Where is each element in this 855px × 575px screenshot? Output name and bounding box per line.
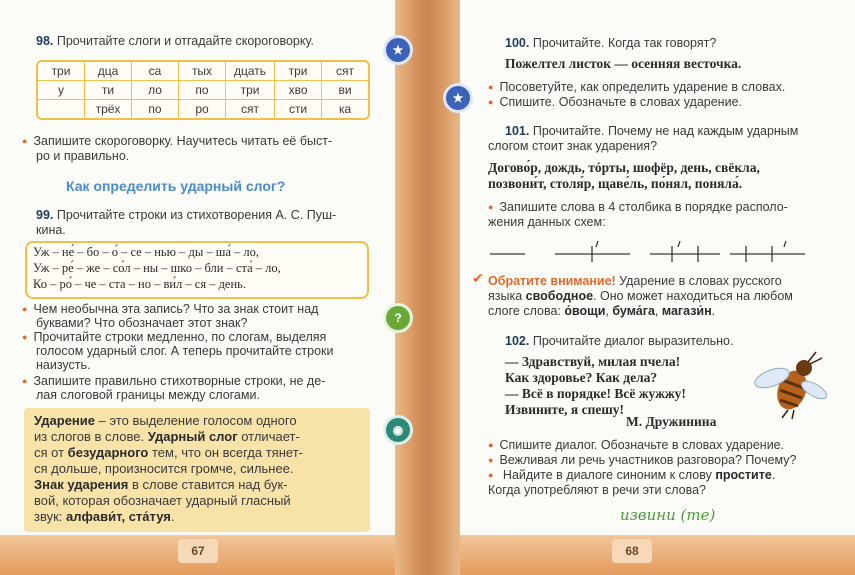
exercise-number: 100. bbox=[505, 36, 530, 50]
table-cell: три bbox=[226, 81, 275, 100]
task-98-line2: ро и правильно. bbox=[36, 149, 130, 163]
exercise-number: 99. bbox=[36, 208, 54, 222]
table-cell bbox=[38, 100, 85, 118]
handwritten-answer: извини (те) bbox=[620, 506, 716, 524]
attention-line2: языка свободное. Оно может находиться на любом bbox=[488, 289, 793, 303]
check-mark-icon: ✔ bbox=[472, 270, 484, 286]
stress-schemes bbox=[480, 238, 810, 266]
page-number-right: 68 bbox=[612, 539, 652, 563]
right-footer-band bbox=[460, 535, 855, 575]
dialog-line: Извините, я спешу! bbox=[505, 402, 625, 417]
task-98-line1: ● Запишите скороговорку. Научитесь читать её быст- bbox=[22, 134, 332, 150]
author: М. Дружинина bbox=[626, 414, 717, 429]
exercise-number: 98. bbox=[36, 34, 54, 48]
rule-line: ся от безударного тем, что он всегда тянет- bbox=[34, 445, 303, 460]
table-cell: ка bbox=[338, 102, 352, 116]
task-101-line1: ● Запишите слова в 4 столбика в порядке располо- bbox=[488, 200, 788, 216]
task-102-4: Когда употребляют в речи эти слова? bbox=[488, 483, 706, 497]
book-spine bbox=[395, 0, 460, 575]
exercise-instruction: Прочитайте. Когда так говорят? bbox=[532, 36, 717, 50]
table-cell: трёх bbox=[85, 100, 132, 118]
exercise-number: 101. bbox=[505, 124, 530, 138]
rule-line: вой, которая обозначает ударный гласный bbox=[34, 493, 291, 508]
exercise-98 bbox=[36, 34, 314, 49]
syllable-table bbox=[36, 60, 370, 120]
rule-line: звук: алфави́т, ста́туя. bbox=[34, 509, 175, 524]
question-2-line2: голосом ударный слог. А теперь прочитайте строки bbox=[36, 344, 334, 358]
table-cell: сти bbox=[275, 100, 322, 118]
dialog-line: — Всё в порядке! Всё жужжу! bbox=[505, 386, 686, 401]
star-badge-icon: ★ bbox=[386, 38, 410, 62]
exercise-instruction: Прочитайте строки из стихотворения А. С. Пуш- bbox=[56, 208, 337, 222]
task-100-1: ● Посоветуйте, как определить ударение в словах. bbox=[488, 80, 785, 96]
table-cell: тых bbox=[179, 62, 226, 81]
table-cell: по bbox=[179, 81, 226, 100]
exercise-number: 102. bbox=[505, 334, 530, 348]
table-cell: дца bbox=[85, 62, 132, 81]
table-cell: ти bbox=[85, 81, 132, 100]
star-badge-icon: ★ bbox=[446, 86, 470, 110]
exercise-102 bbox=[505, 334, 733, 349]
exercise-99-line2: кина. bbox=[36, 223, 66, 237]
exercise-99 bbox=[36, 208, 336, 223]
rule-line: Ударение – это выделение голосом одного bbox=[34, 413, 297, 428]
table-cell: са bbox=[132, 62, 179, 81]
attention-line1: Обратите внимание! Ударение в словах русского bbox=[488, 274, 782, 288]
poem-line: Уж – не́ – бо – о́ – се – нью – ды – ша́ – ло, bbox=[33, 245, 260, 259]
attention-line3: слоге слова: о́вощи, бума́га, магази́н. bbox=[488, 304, 716, 318]
dialog-line: Как здоровье? Как дела? bbox=[505, 370, 658, 385]
exercise-100 bbox=[505, 36, 716, 51]
table-cell: ло bbox=[132, 81, 179, 100]
task-102-1: ● Спишите диалог. Обозначьте в словах ударение. bbox=[488, 438, 784, 454]
question-1-line1: ● Чем необычна эта запись? Что за знак стоит над bbox=[22, 302, 318, 318]
page-number-left: 67 bbox=[178, 539, 218, 563]
exercise-101-line2: слогом стоит знак ударения? bbox=[488, 139, 658, 153]
words-line: Догово́р, дождь, тóрты, шофёр, день, свёкла, bbox=[488, 160, 760, 175]
question-2-line3: наизусть. bbox=[36, 358, 91, 372]
table-cell: три bbox=[275, 62, 322, 81]
rule-line: Знак ударения в слове ставится над бук- bbox=[34, 477, 288, 492]
task-100-2: ● Спишите. Обозначьте в словах ударение. bbox=[488, 95, 742, 111]
section-heading: Как определить ударный слог? bbox=[66, 178, 286, 194]
dialog-line: — Здравствуй, милая пчела! bbox=[505, 354, 681, 369]
table-row bbox=[38, 81, 368, 100]
rule-line: ся дольше, произносится громче, сильнее. bbox=[34, 461, 294, 476]
table-cell: дцать bbox=[226, 62, 275, 81]
task-102-3: ● Найдите в диалоге синоним к слову простите. bbox=[488, 468, 775, 484]
proverb: Пожелтел листок — осенняя весточка. bbox=[505, 56, 742, 71]
question-icon: ? bbox=[386, 306, 410, 330]
exercise-instruction: Прочитайте диалог выразительно. bbox=[532, 334, 734, 348]
table-row bbox=[38, 62, 368, 81]
table-row bbox=[38, 100, 368, 118]
table-cell: по bbox=[132, 100, 179, 118]
task-102-2: ● Вежливая ли речь участников разговора? Почему? bbox=[488, 453, 796, 469]
table-cell: сят bbox=[322, 62, 368, 81]
table-cell: сят bbox=[226, 100, 275, 118]
exercise-101 bbox=[505, 124, 798, 139]
poem-line: Уж – ре́ – же – со́л – ны – шко – бли – ста́ – ло, bbox=[33, 261, 281, 275]
exercise-instruction: Прочитайте слоги и отгадайте скороговорку. bbox=[56, 34, 314, 48]
question-2-line1: ● Прочитайте строки медленно, по слогам, выделяя bbox=[22, 330, 326, 346]
table-cell: у bbox=[38, 81, 85, 100]
rule-line: из слогов в слове. Ударный слог отличает- bbox=[34, 429, 300, 444]
question-1-line2: буквами? Что обозначает этот знак? bbox=[36, 316, 248, 330]
table-cell: хво bbox=[275, 81, 322, 100]
exercise-instruction: Прочитайте. Почему не над каждым ударным bbox=[532, 124, 799, 138]
table-cell: три bbox=[38, 62, 85, 81]
task-101-line2: жения данных схем: bbox=[488, 215, 606, 229]
bee-icon bbox=[752, 350, 830, 420]
table-cell: ро bbox=[179, 100, 226, 118]
question-3-line2: лая слоговой границы между слогами. bbox=[36, 388, 260, 402]
owl-icon: ◉ bbox=[386, 418, 410, 442]
poem-line: Ко – ро́ – че – ста – но – ви́л – ся – день. bbox=[33, 277, 247, 291]
question-3-line1: ● Запишите правильно стихотворные строки, не де- bbox=[22, 374, 325, 390]
table-cell: ви bbox=[322, 81, 368, 100]
words-line: позвони́т, столя́р, щаве́ль, по́нял, поняла́. bbox=[488, 176, 743, 191]
